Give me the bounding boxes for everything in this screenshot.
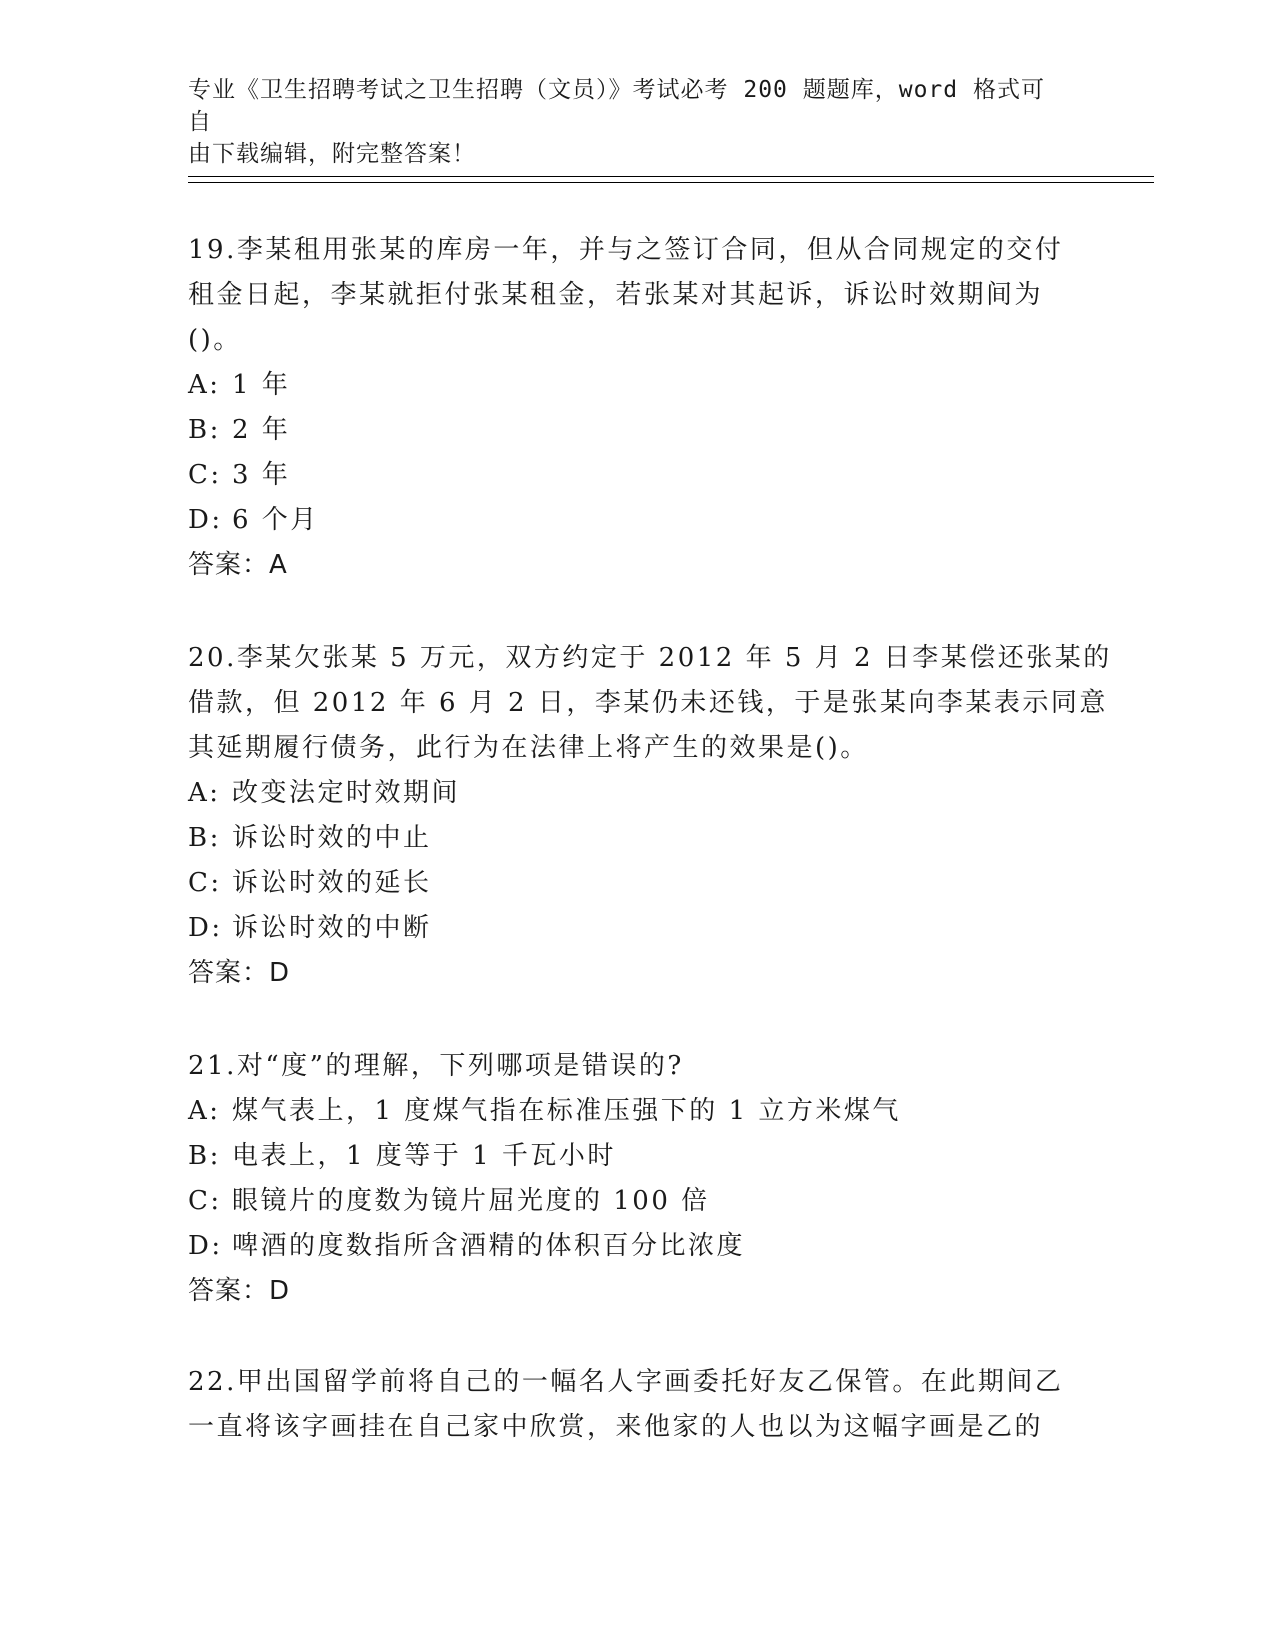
option-text: 眼镜片的度数为镜片屈光度的 100 倍 (232, 1186, 710, 1216)
option-d (188, 498, 1078, 543)
document-header (188, 74, 1068, 170)
option-key: B: (188, 415, 221, 445)
option-key: C: (188, 460, 222, 490)
option-key: A: (188, 1096, 221, 1126)
option-key: D: (188, 505, 223, 535)
question-stem-line: 22.甲出国留学前将自己的一幅名人字画委托好友乙保管。在此期间乙 (188, 1367, 1064, 1397)
option-key: C: (188, 868, 222, 898)
question-stem-line: 21.对“度”的理解，下列哪项是错误的? (188, 1051, 684, 1081)
header-line-1: 专业《卫生招聘考试之卫生招聘（文员）》考试必考 200 题题库，word 格式可自 (188, 77, 1045, 135)
option-key: A: (188, 778, 221, 808)
answer-line: 答案：D (188, 1276, 291, 1306)
option-text: 2 年 (232, 415, 291, 445)
option-text: 啤酒的度数指所含酒精的体积百分比浓度 (232, 1231, 746, 1261)
answer-line: 答案：A (188, 550, 288, 580)
question-stem-line: 20.李某欠张某 5 万元，双方约定于 2012 年 5 月 2 日李某偿还张某的 (188, 643, 1112, 673)
option-text: 电表上，1 度等于 1 千瓦小时 (232, 1141, 616, 1171)
option-a (188, 771, 1078, 816)
option-text: 诉讼时效的中止 (232, 823, 432, 853)
option-text: 1 年 (232, 370, 291, 400)
option-key: B: (188, 823, 221, 853)
option-text: 6 个月 (232, 505, 319, 535)
option-key: B: (188, 1141, 221, 1171)
option-text: 煤气表上，1 度煤气指在标准压强下的 1 立方米煤气 (232, 1096, 901, 1126)
option-a (188, 363, 1078, 408)
question-stem-line: 其延期履行债务，此行为在法律上将产生的效果是()。 (188, 733, 869, 763)
option-d (188, 1224, 1078, 1269)
option-key: A: (188, 370, 221, 400)
answer-line: 答案：D (188, 958, 291, 988)
option-b (188, 816, 1078, 861)
option-key: C: (188, 1186, 222, 1216)
option-b (188, 408, 1078, 453)
question-stem-line: 一直将该字画挂在自己家中欣赏，来他家的人也以为这幅字画是乙的 (188, 1412, 1044, 1442)
option-text: 诉讼时效的中断 (232, 913, 432, 943)
option-key: D: (188, 1231, 223, 1261)
question-stem-line: 租金日起，李某就拒付张某租金，若张某对其起诉，诉讼时效期间为 (188, 280, 1044, 310)
option-c (188, 453, 1078, 498)
question-20 (188, 636, 1112, 996)
option-text: 诉讼时效的延长 (232, 868, 432, 898)
question-stem-line: 19.李某租用张某的库房一年，并与之签订合同，但从合同规定的交付 (188, 235, 1064, 265)
header-line-2: 由下载编辑，附完整答案！ (188, 141, 476, 167)
header-divider-bottom (188, 182, 1154, 183)
question-stem-line: 借款，但 2012 年 6 月 2 日，李某仍未还钱，于是张某向李某表示同意 (188, 688, 1108, 718)
question-stem-line: ()。 (188, 325, 242, 355)
option-c (188, 861, 1078, 906)
option-b (188, 1134, 1078, 1179)
option-d (188, 906, 1078, 951)
option-c (188, 1179, 1078, 1224)
option-text: 3 年 (232, 460, 291, 490)
option-key: D: (188, 913, 223, 943)
question-21 (188, 1044, 1078, 1314)
option-a (188, 1089, 1078, 1134)
option-text: 改变法定时效期间 (232, 778, 461, 808)
question-22 (188, 1360, 1078, 1450)
question-19 (188, 228, 1078, 588)
header-divider-top (188, 176, 1154, 177)
